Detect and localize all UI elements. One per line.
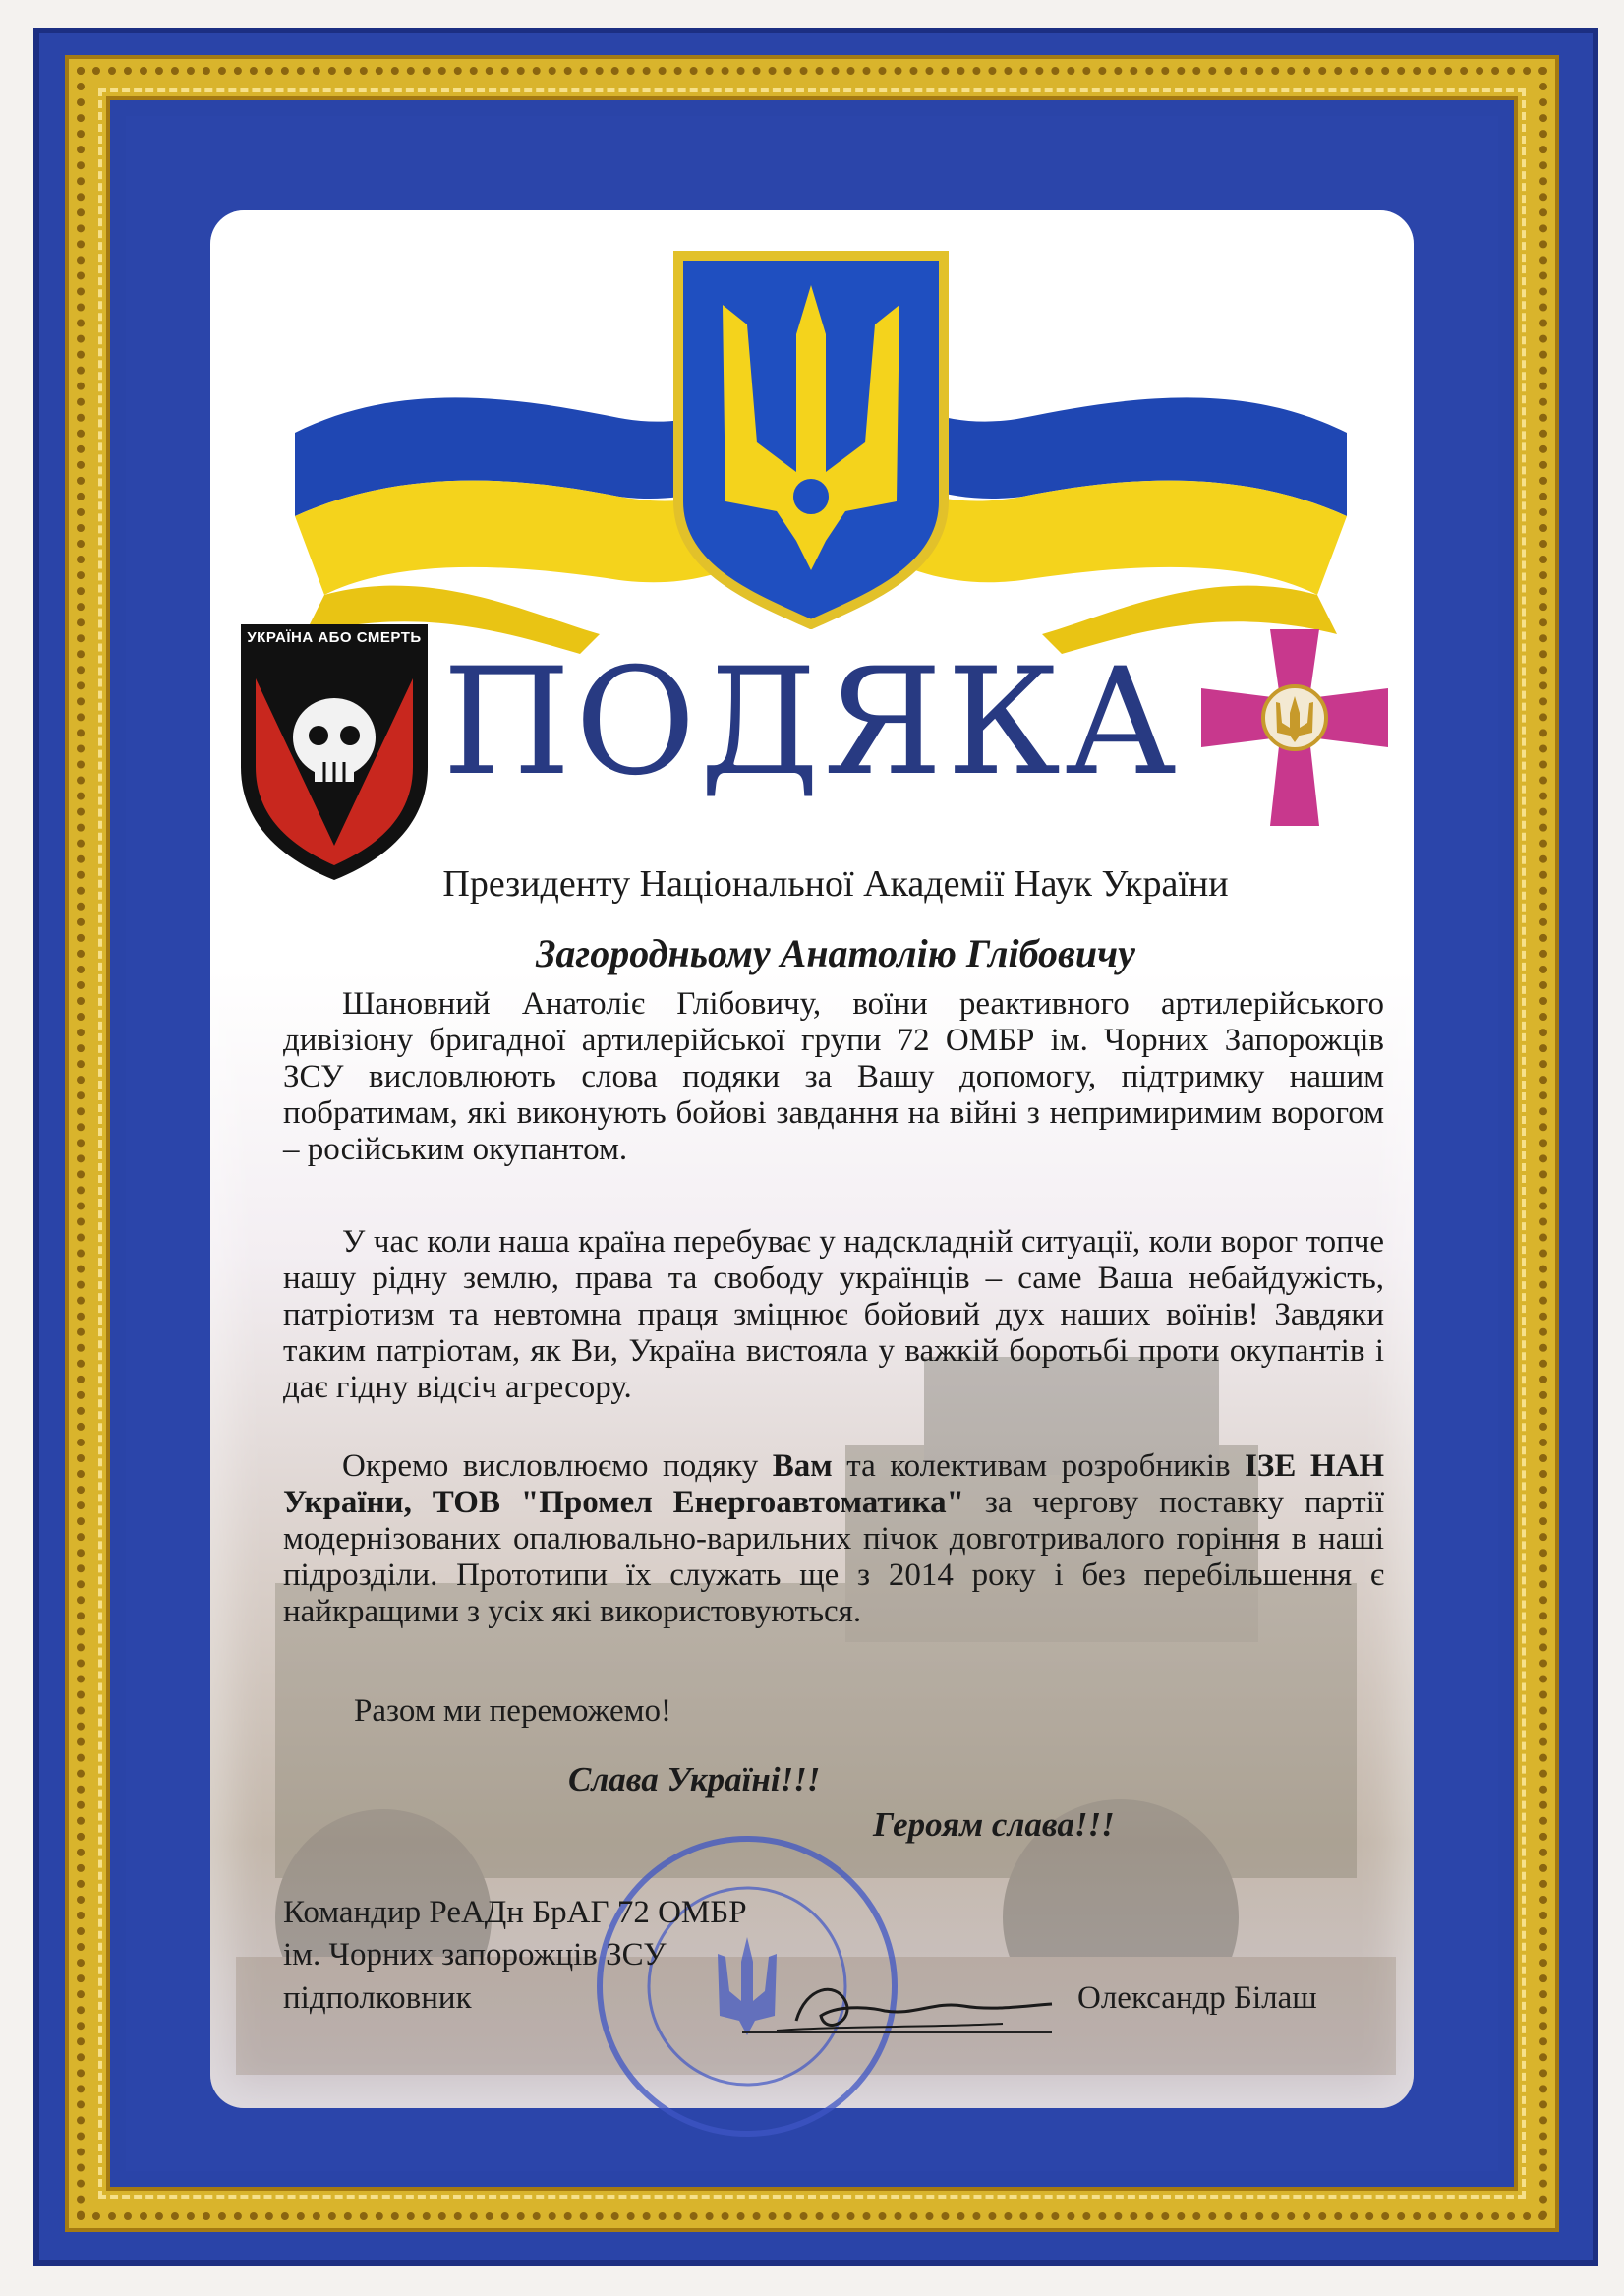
document-title: ПОДЯКА [442, 637, 1181, 808]
paragraph-3-bold-organizations: ІЗЕ НАН України, ТОВ "Промел Енергоавтоматика" [283, 1448, 1384, 1520]
paragraph-1: Шановний Анатоліє Глібовичу, воїни реактивного артилерійського дивізіону бригадної артилерійської групи 72 ОМБР ім. Чорних Запорожців ЗСУ висловлюють слова подяки за Вашу допомогу, підтримку нашим побратимам, які виконують бойові завдання на війні з непримиримим ворогом – російським окупантом. [283, 986, 1384, 1167]
paragraph-3-bold-you: Вам [772, 1448, 833, 1484]
paragraph-2: У час коли наша країна перебуває у надскладній ситуації, коли ворог топче нашу рідну землю, права та свободу українців – саме Ваша небайдужість, патріотизм та невтомна праця зміцнює бойовий дух наших воїнів! Завдяки таким патріотам, як Ви, Україна вистояла у важкій боротьбі проти окупантів і дає гідну відсіч агресору. [283, 1224, 1384, 1405]
handwritten-signature [767, 1976, 1062, 2045]
paragraph-3-text-b: та колективам розробників [832, 1448, 1246, 1484]
addressee-position: Президенту Національної Академії Наук України [442, 863, 1229, 905]
paragraph-3-text-a: Окремо висловлюємо подяку [342, 1448, 773, 1484]
signer-name: Олександр Білаш [1077, 1980, 1317, 2016]
emblem-motto: УКРАЇНА АБО СМЕРТЬ [247, 629, 422, 646]
signer-position-line-2: ім. Чорних запорожців ЗСУ [283, 1937, 667, 1972]
slogan-glory-heroes: Героям слава!!! [873, 1805, 1115, 1844]
signature-line [742, 2031, 1052, 2033]
signer-rank: підполковник [283, 1980, 472, 2016]
armed-forces-cross-icon [1201, 629, 1388, 826]
paragraph-3-text-c: за чергову поставку партії модернізованих опалювально-варильних пічок довготривалого горіння в наші підрозділи. Прототипи їх служать ще з 2014 року і без перебільшення є найкращими з усіх які використовуються. [283, 1485, 1384, 1629]
addressee-name: Загородньому Анатолію Глібовичу [536, 931, 1135, 975]
coat-of-arms-icon [668, 246, 954, 629]
brigade-emblem-icon [236, 619, 433, 885]
closing-line: Разом ми переможемо! [354, 1693, 672, 1729]
signer-position-line-1: Командир РеАДн БрАГ 72 ОМБР [283, 1895, 747, 1930]
paragraph-3 [283, 1448, 1384, 1630]
slogan-glory-ukraine: Слава Україні!!! [568, 1760, 821, 1798]
